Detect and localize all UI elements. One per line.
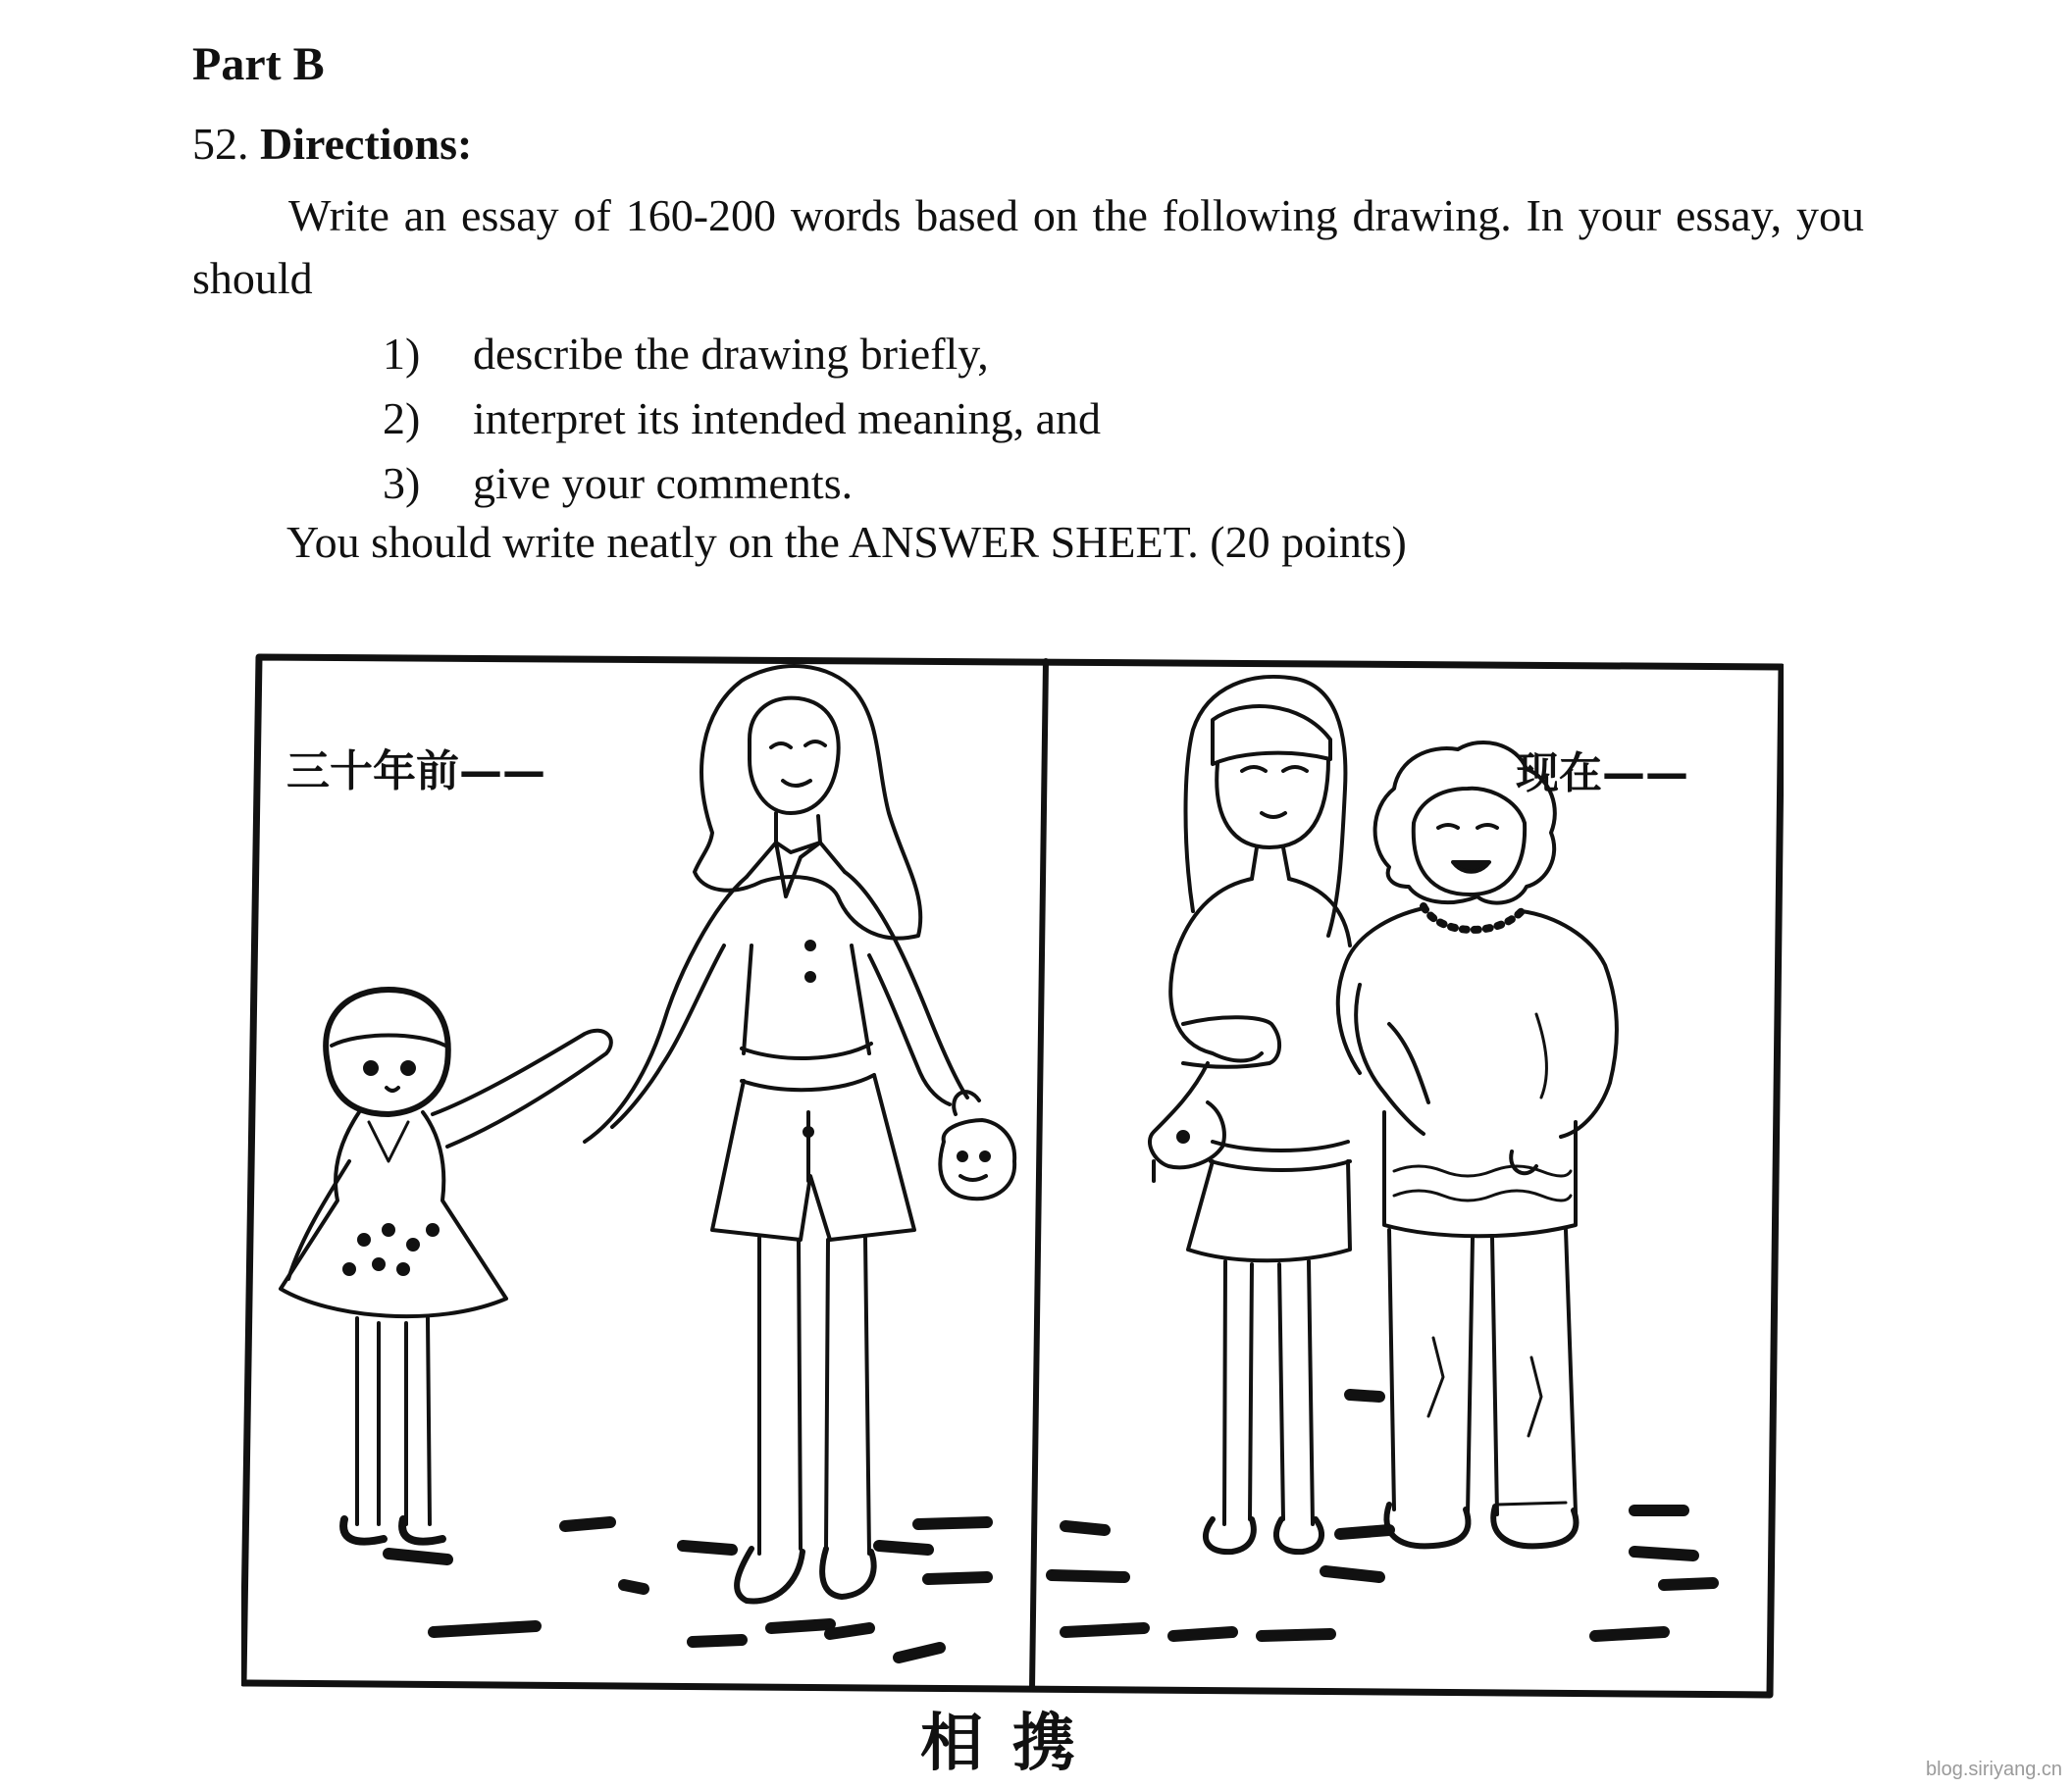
list-item-text: interpret its intended meaning, and [473, 393, 1101, 443]
list-item-number: 1) [383, 329, 421, 379]
list-item [383, 322, 1101, 386]
instruction-paragraph: Write an essay of 160-200 words based on the following drawing. In your essay, you should [192, 190, 1864, 303]
right-panel-label: 现在—— [1516, 748, 1688, 798]
mother-figure [585, 666, 967, 1601]
list-item-number: 2) [383, 393, 421, 443]
question-number: 52. [192, 119, 249, 169]
closing-instruction: You should write neatly on the ANSWER SHEET. (20 points) [286, 517, 1407, 567]
list-item-text: describe the drawing briefly, [473, 329, 989, 379]
part-title: Part B [192, 38, 325, 90]
list-item [383, 451, 1101, 516]
child-figure [281, 990, 611, 1542]
directions-label: Directions: [260, 119, 473, 169]
question-heading [192, 118, 472, 170]
list-item [383, 386, 1101, 451]
ground-marks [388, 1522, 987, 1658]
list-item-number: 3) [383, 458, 421, 508]
list-item-text: give your comments. [473, 458, 854, 508]
elderly-mother-figure [1338, 742, 1617, 1546]
task-list [383, 322, 1101, 516]
watermark: blog.siriyang.cn [1926, 1759, 2062, 1780]
daughter-figure [1170, 677, 1350, 1552]
ground-marks [1052, 1395, 1713, 1636]
left-panel-label: 三十年前—— [286, 746, 545, 796]
cartoon-drawing [241, 651, 1784, 1701]
drawing-caption: 相携 [920, 1708, 1105, 1780]
panel-divider [1032, 661, 1046, 1689]
handbag-icon [940, 1092, 1014, 1199]
